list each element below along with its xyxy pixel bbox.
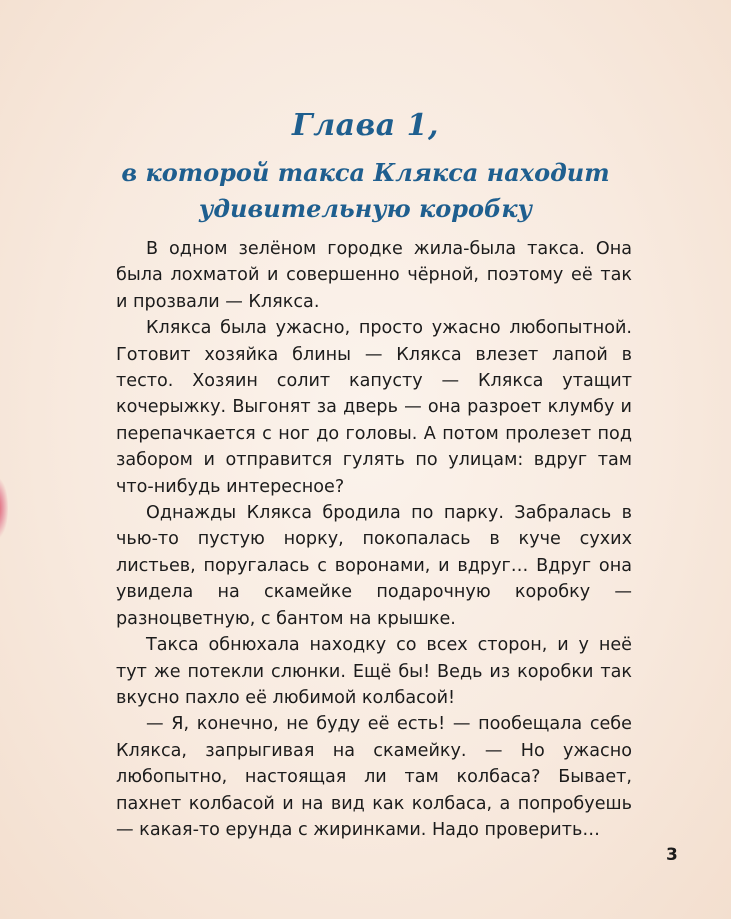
paragraph: Клякса была ужасно, просто ужасно любопытной. Готовит хозяйка блины — Клякса влезет лапой в тесто. Хозяин солит капусту — Клякса утащит кочерыжку. Выгонят за дверь — она разроет клумбу и перепачкается с ног до головы. А потом пролезет под забором и отправится гулять по улицам: вдруг там что-нибудь интересное? [116,318,632,497]
page-number: 3 [666,845,678,865]
chapter-number: Глава 1, [291,108,439,143]
chapter-subtitle: в которой такса Клякса находит удивительную коробку [121,158,610,223]
paragraph: В одном зелёном городке жила-была такса. Она была лохматой и совершенно чёрной, поэтому её так и прозвали — Клякса. [116,239,632,312]
paragraph: Такса обнюхала находку со всех сторон, и у неё тут же потекли слюнки. Ещё бы! Ведь из коробки так вкусно пахло её любимой колбасой! [116,635,632,708]
paragraph: — Я, конечно, не буду её есть! — пообещала себе Клякса, запрыгивая на скамейку. — Но ужасно любопытно, настоящая ли там колбаса? Бывает, пахнет колбасой и на вид как колбаса, а попробуешь — какая-то ерунда с жиринками. Надо проверить… [116,714,632,840]
illustration-fragment [0,478,8,538]
chapter-body [116,236,632,843]
paragraph: Однажды Клякса бродила по парку. Забралась в чью-то пустую норку, покопалась в куче сухих листьев, поругалась с воронами, и вдруг… Вдруг она увидела на скамейке подарочную коробку — разноцветную, с бантом на крышке. [116,503,632,629]
